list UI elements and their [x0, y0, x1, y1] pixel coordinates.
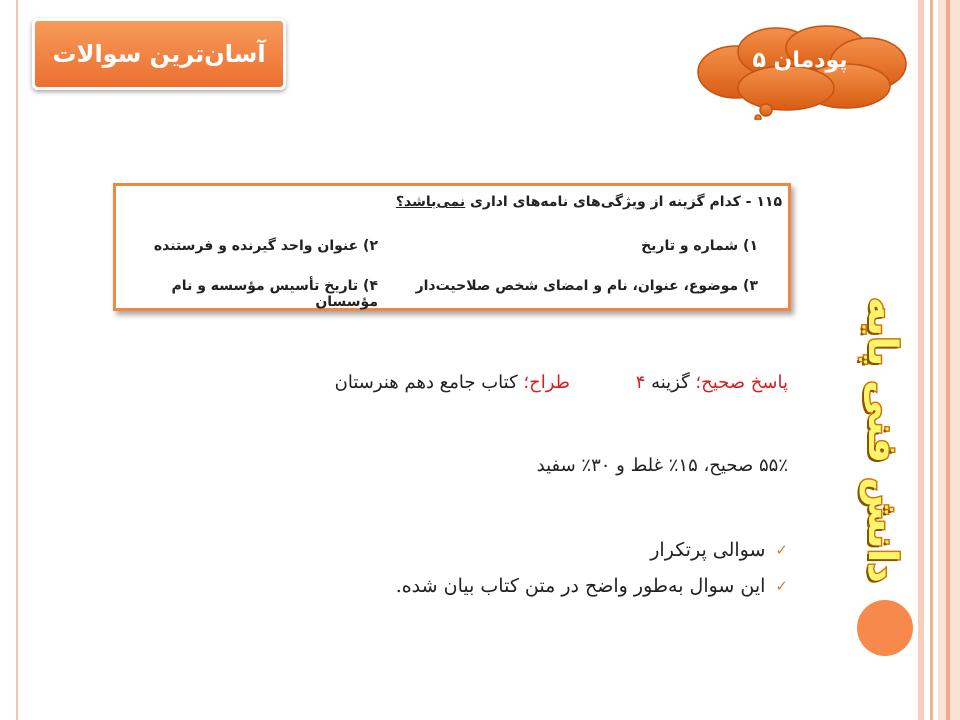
question-negation: نمی‌باشد؟ [395, 194, 466, 210]
stripe-decoration [930, 0, 933, 720]
list-item [396, 532, 788, 568]
option-1: ۱) شماره و تاریخ [641, 238, 758, 254]
question-text: ۱۱۵ - کدام گزینه از ویژگی‌های نامه‌های اداری [465, 194, 782, 210]
note-text: سوالی پرتکرار [650, 539, 766, 561]
option-4: ۴) تاریخ تأسیس مؤسسه و نام مؤسسان [171, 278, 378, 310]
option-2: ۲) عنوان واحد گیرنده و فرستنده [153, 238, 378, 254]
option-3: ۳) موضوع، عنوان، نام و امضای شخص صلاحیت‌دار [415, 278, 758, 294]
module-label: پودمان ۵ [752, 47, 848, 73]
list-item [396, 568, 788, 604]
question-box [113, 183, 791, 311]
section-title-badge: آسان‌ترین سوالات [32, 18, 286, 90]
designer-value: کتاب جامع دهم هنرستان [334, 372, 524, 393]
note-text: این سوال به‌طور واضح در متن کتاب بیان شده. [395, 575, 766, 597]
decorative-circle [857, 600, 913, 656]
correct-answer-number: ۴ [635, 372, 646, 393]
designer [335, 372, 570, 393]
stripe-decoration [946, 0, 950, 720]
answer-statistics: ۵۵٪ صحیح، ۱۵٪ غلط و ۳۰٪ سفید [536, 455, 788, 476]
designer-label: طراح؛ [523, 372, 570, 393]
checkmark-icon: ✓ [775, 541, 788, 559]
checkmark-icon: ✓ [775, 577, 788, 595]
correct-answer-text: گزینه [645, 372, 696, 393]
correct-answer [636, 372, 788, 393]
stripe-decoration [918, 0, 924, 720]
correct-answer-label: پاسخ صحیح؛ [695, 372, 788, 393]
notes-list [396, 532, 788, 604]
question-stem [396, 194, 782, 210]
side-title-wrapper [852, 297, 912, 583]
left-border-line [16, 0, 18, 720]
side-title: دانش فنی پایه [859, 297, 905, 583]
